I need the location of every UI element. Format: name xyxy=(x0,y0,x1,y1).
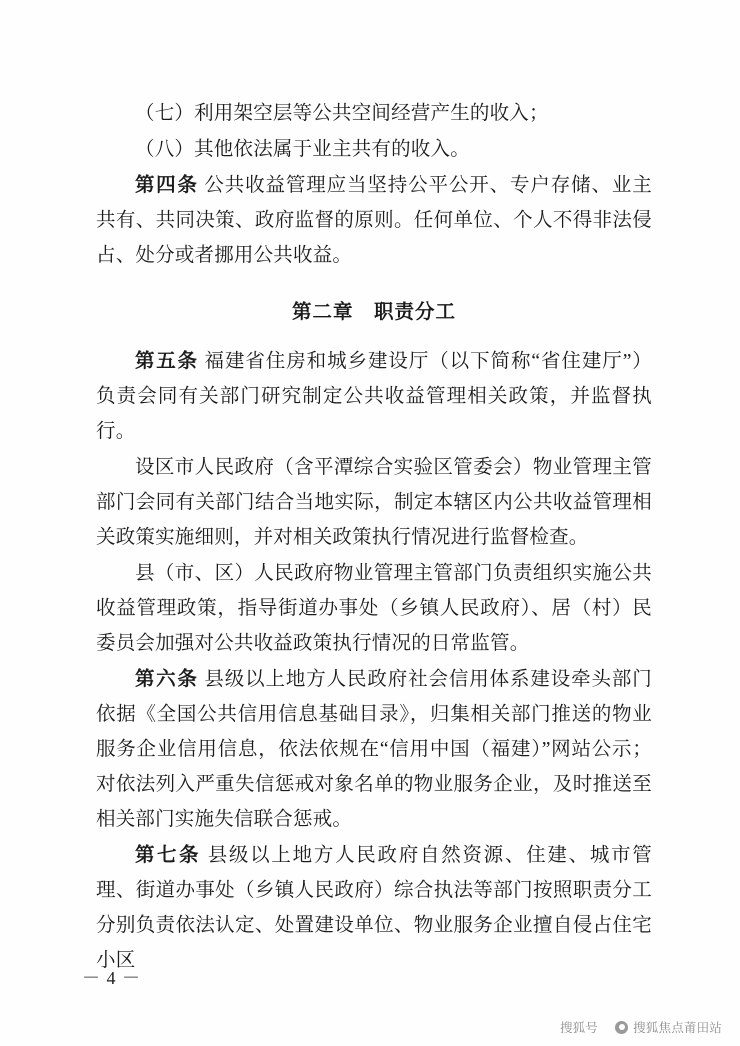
article-label: 第五条 xyxy=(135,351,199,372)
chapter-heading: 第二章 职责分工 xyxy=(291,302,456,323)
page-number: － 4 － xyxy=(82,968,141,988)
document-body xyxy=(96,96,652,979)
paragraph-article-4 xyxy=(96,168,652,273)
paragraph-text: （八）其他依法属于业主共有的收入。 xyxy=(135,139,470,160)
paragraph-article-5 xyxy=(96,344,652,449)
paragraph-text: 福建省住房和城乡建设厅（以下简称“省住建厅”）负责会同有关部门研究制定公共收益管理相关政策，并监督执行。 xyxy=(96,351,652,442)
article-label: 第四条 xyxy=(135,175,199,196)
sohu-logo-icon xyxy=(615,1021,628,1034)
paragraph-text: 公共收益管理应当坚持公平公开、专户存储、业主共有、共同决策、政府监督的原则。任何单位、个人不得非法侵占、处分或者挪用公共收益。 xyxy=(96,175,652,266)
paragraph-article-5-p3 xyxy=(96,556,652,661)
paragraph-article-5-p2 xyxy=(96,450,652,555)
watermark-account-name: 搜狐焦点莆田站 xyxy=(633,1021,722,1035)
article-label: 第六条 xyxy=(135,669,199,690)
paragraph-text: 设区市人民政府（含平潭综合实验区管委会）物业管理主管部门会同有关部门结合当地实际，制定本辖区内公共收益管理相关政策实施细则，并对相关政策执行情况进行监督检查。 xyxy=(96,457,652,548)
paragraph-text: （七）利用架空层等公共空间经营产生的收入； xyxy=(135,103,549,124)
page-footer xyxy=(0,966,740,990)
watermark xyxy=(560,1018,722,1036)
paragraph-article-6 xyxy=(96,662,652,837)
paragraph-text: 县级以上地方人民政府社会信用体系建设牵头部门依据《全国公共信用信息基础目录》，归集相关部门推送的物业服务企业信用信息，依法依规在“信用中国（福建）”网站公示；对依法列入严重失信惩戒对象名单的物业服务企业，及时推送至相关部门实施失信联合惩戒。 xyxy=(96,669,652,830)
paragraph-item-7 xyxy=(96,96,652,131)
paragraph-text: 县级以上地方人民政府自然资源、住建、城市管理、街道办事处（乡镇人民政府）综合执法等部门按照职责分工分别负责依法认定、处置建设单位、物业服务企业擅自侵占住宅小区 xyxy=(96,845,652,971)
watermark-platform-label: 搜狐号 xyxy=(559,1021,599,1035)
paragraph-item-8 xyxy=(96,132,652,167)
paragraph-article-7 xyxy=(96,838,652,978)
paragraph-text: 县（市、区）人民政府物业管理主管部门负责组织实施公共收益管理政策，指导街道办事处（乡镇人民政府）、居（村）民委员会加强对公共收益政策执行情况的日常监管。 xyxy=(96,563,652,654)
article-label: 第七条 xyxy=(135,845,202,866)
